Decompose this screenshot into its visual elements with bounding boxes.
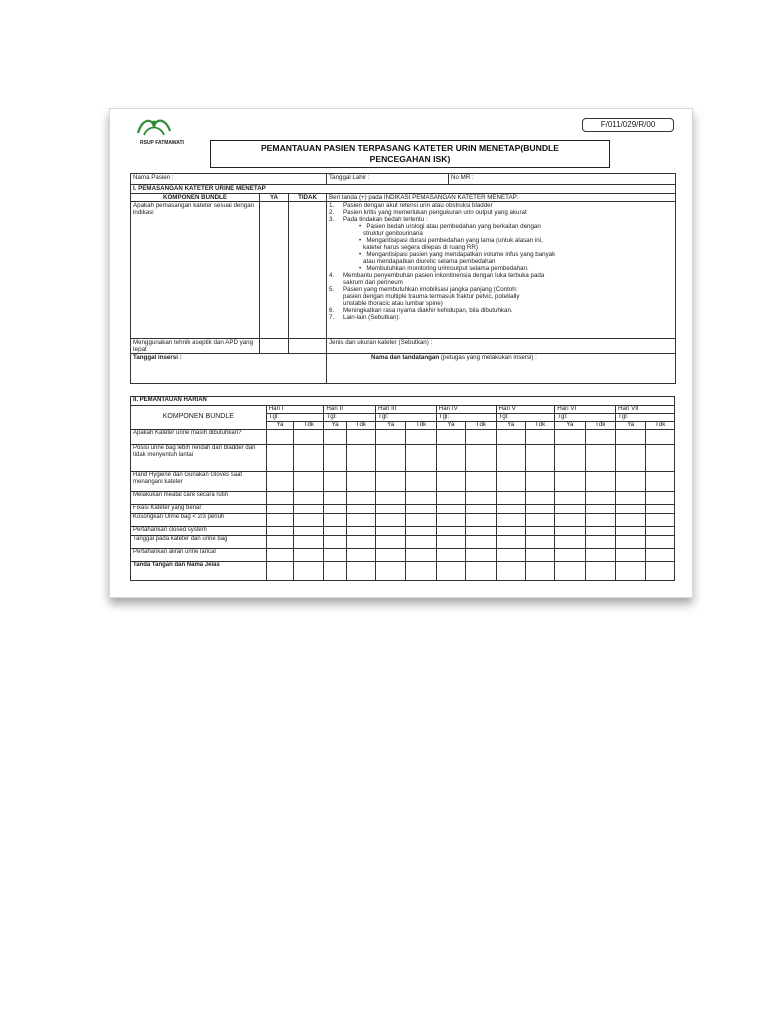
tdk-check-cell[interactable] (406, 549, 436, 562)
ya-check-cell[interactable] (436, 536, 465, 549)
ya-check-cell[interactable] (616, 536, 646, 549)
tdk-check-cell[interactable] (346, 527, 375, 536)
ya-check-cell[interactable] (616, 527, 646, 536)
indication-item[interactable]: 2. Pasien kritis yang memerlukan pengukuran urin output yang akurat (329, 209, 527, 216)
daily-component-header: KOMPONEN BUNDLE (131, 406, 267, 430)
day-5-date-field[interactable]: Tgl: (496, 414, 555, 422)
insertion-date-field[interactable]: Tanggal insersi : (131, 354, 327, 384)
tdk-header: Tdk (525, 422, 554, 430)
monitoring-row (131, 472, 675, 492)
ya-check-cell[interactable] (376, 536, 406, 549)
indication-ya-cell[interactable] (260, 202, 289, 339)
ya-check-cell[interactable] (616, 445, 646, 472)
ya-check-cell[interactable] (555, 549, 585, 562)
day-6-date-field[interactable]: Tgl: (555, 414, 616, 422)
sub-indication-item[interactable]: • Mengantisipasi pasien yang mendapatkan volume infus yang banyak (359, 251, 556, 258)
monitoring-row-label: Posisi urine bag lebih rendah dari bladder dan tidak menyentuh lantai (131, 445, 267, 472)
day-7-date-field[interactable]: Tgl: (616, 414, 675, 422)
tdk-check-cell[interactable] (466, 492, 496, 505)
ya-check-cell[interactable] (496, 445, 525, 472)
ya-check-cell[interactable] (266, 514, 293, 527)
tdk-check-cell[interactable] (525, 505, 554, 514)
tdk-check-cell[interactable] (585, 505, 615, 514)
monitoring-row (131, 505, 675, 514)
col-component-header: KOMPONEN BUNDLE (131, 194, 260, 202)
tdk-check-cell[interactable] (646, 472, 675, 492)
tdk-check-cell[interactable] (646, 549, 675, 562)
instruction-header: Beri tanda (+) pada INDIKASI PEMASANGAN KATETER MENETAP: (327, 194, 676, 202)
tdk-check-cell[interactable] (525, 492, 554, 505)
col-ya-header: YA (260, 194, 289, 202)
leaf-logo-icon (134, 115, 174, 139)
ya-header: Ya (266, 422, 293, 430)
ya-check-cell[interactable] (555, 430, 585, 445)
ya-check-cell[interactable] (555, 505, 585, 514)
day-1-header: Hari I (266, 406, 324, 414)
aseptic-question: Menggunakan tehnik aseptik dan APD yang tepat (131, 339, 260, 354)
ya-check-cell[interactable] (266, 536, 293, 549)
ya-header: Ya (496, 422, 525, 430)
form-sheet (109, 108, 693, 598)
day-5-header: Hari V (496, 406, 555, 414)
tdk-check-cell[interactable] (406, 445, 436, 472)
sub-indication-cont: atau mendapatkan diuretic selama pembedahan (363, 258, 496, 265)
ya-check-cell[interactable] (266, 492, 293, 505)
indication-item[interactable]: 4. Membantu penyembuhan pasien inkontinensia dengan luka terbuka pada (329, 272, 545, 279)
tdk-check-cell[interactable] (646, 430, 675, 445)
ya-check-cell[interactable] (496, 430, 525, 445)
ya-check-cell[interactable] (555, 514, 585, 527)
monitoring-row-label: Kosongkan Urine bag < 2/3 penuh (131, 514, 267, 527)
tdk-check-cell[interactable] (525, 549, 554, 562)
tdk-check-cell[interactable] (406, 514, 436, 527)
sub-indication-cont: struktur genitourinaria (363, 230, 423, 237)
ya-check-cell[interactable] (436, 492, 465, 505)
ya-check-cell[interactable] (324, 505, 346, 514)
tdk-check-cell[interactable] (346, 549, 375, 562)
col-tidak-header: TIDAK (289, 194, 327, 202)
patient-mr-field[interactable]: No MR : (449, 174, 676, 185)
ya-check-cell[interactable] (266, 430, 293, 445)
signature-field[interactable]: Nama dan tandatangan (petugas yang melakukan insersi) : (327, 354, 676, 384)
ya-check-cell[interactable] (555, 562, 585, 581)
tdk-check-cell[interactable] (406, 536, 436, 549)
monitoring-row (131, 514, 675, 527)
ya-check-cell[interactable] (266, 505, 293, 514)
day-1-date-field[interactable]: Tgl: (266, 414, 324, 422)
tdk-check-cell[interactable] (406, 430, 436, 445)
ya-check-cell[interactable] (616, 472, 646, 492)
monitoring-row-label: Fixasi Kateter yang benar (131, 505, 267, 514)
tdk-header: Tdk (294, 422, 324, 430)
ya-check-cell[interactable] (324, 472, 346, 492)
day-4-header: Hari IV (436, 406, 496, 414)
indication-item[interactable]: 6. Meningkatkan rasa nyama diakhir kehidupan, bila dibutuhkan. (329, 307, 513, 314)
indication-item-cont: sakrum dan perineum (343, 279, 403, 286)
tdk-check-cell[interactable] (525, 514, 554, 527)
tdk-check-cell[interactable] (466, 505, 496, 514)
day-3-date-field[interactable]: Tgl: (376, 414, 437, 422)
tdk-check-cell[interactable] (646, 527, 675, 536)
ya-check-cell[interactable] (266, 472, 293, 492)
day-2-header: Hari II (324, 406, 376, 414)
ya-check-cell[interactable] (496, 527, 525, 536)
ya-check-cell[interactable] (266, 562, 293, 581)
tdk-check-cell[interactable] (525, 562, 554, 581)
monitoring-row-label: Apakah Kateter urine masih dibutuhkan? (131, 430, 267, 445)
ya-check-cell[interactable] (376, 445, 406, 472)
ya-check-cell[interactable] (266, 445, 293, 472)
tdk-check-cell[interactable] (294, 472, 324, 492)
tdk-check-cell[interactable] (346, 445, 375, 472)
ya-check-cell[interactable] (496, 514, 525, 527)
section1-title: I. PEMASANGAN KATETER URINE MENETAP (131, 185, 676, 194)
tdk-check-cell[interactable] (646, 492, 675, 505)
ya-check-cell[interactable] (266, 549, 293, 562)
ya-header: Ya (376, 422, 406, 430)
ya-check-cell[interactable] (436, 549, 465, 562)
ya-check-cell[interactable] (436, 430, 465, 445)
ya-header: Ya (436, 422, 465, 430)
ya-check-cell[interactable] (324, 536, 346, 549)
monitoring-row (131, 562, 675, 581)
tdk-check-cell[interactable] (466, 445, 496, 472)
tdk-check-cell[interactable] (585, 472, 615, 492)
ya-check-cell[interactable] (324, 514, 346, 527)
ya-check-cell[interactable] (324, 527, 346, 536)
indication-item[interactable]: 7. Lain-lain (Sebutkan): (329, 314, 401, 321)
insertion-table (130, 173, 676, 384)
ya-check-cell[interactable] (324, 445, 346, 472)
tdk-check-cell[interactable] (525, 445, 554, 472)
tdk-check-cell[interactable] (646, 536, 675, 549)
ya-check-cell[interactable] (555, 536, 585, 549)
tdk-check-cell[interactable] (294, 505, 324, 514)
tdk-check-cell[interactable] (466, 536, 496, 549)
indication-item[interactable]: 3. Pada tindakan bedah tertentu : (329, 216, 428, 223)
tdk-check-cell[interactable] (294, 514, 324, 527)
tdk-check-cell[interactable] (466, 562, 496, 581)
tdk-check-cell[interactable] (346, 536, 375, 549)
ya-check-cell[interactable] (324, 492, 346, 505)
sub-indication-item[interactable]: • Pasien bedah urologi atau pembedahan yang berkaitan dengan (359, 223, 541, 230)
ya-check-cell[interactable] (376, 549, 406, 562)
monitoring-row-label: Pertahankan aliran urine lancar (131, 549, 267, 562)
tdk-check-cell[interactable] (646, 445, 675, 472)
day-6-header: Hari VI (555, 406, 616, 414)
tdk-check-cell[interactable] (466, 549, 496, 562)
ya-check-cell[interactable] (496, 492, 525, 505)
tdk-check-cell[interactable] (294, 549, 324, 562)
day-4-date-field[interactable]: Tgl: (436, 414, 496, 422)
tdk-check-cell[interactable] (646, 562, 675, 581)
tdk-check-cell[interactable] (346, 430, 375, 445)
monitoring-row (131, 527, 675, 536)
indication-item[interactable]: 5. Pasien yang membutuhkan imobilisasi jangka panjang (Contoh: (329, 286, 518, 293)
aseptic-ya-cell[interactable] (260, 339, 289, 354)
title-line-1: PEMANTAUAN PASIEN TERPASANG KATETER URIN MENETAP(BUNDLE (260, 143, 560, 153)
tdk-header: Tdk (585, 422, 615, 430)
tdk-check-cell[interactable] (585, 445, 615, 472)
indication-tidak-cell[interactable] (289, 202, 327, 339)
ya-check-cell[interactable] (616, 430, 646, 445)
ya-check-cell[interactable] (436, 445, 465, 472)
daily-monitoring-table (130, 396, 675, 581)
hospital-logo (126, 115, 186, 147)
aseptic-tidak-cell[interactable] (289, 339, 327, 354)
tdk-check-cell[interactable] (585, 430, 615, 445)
ya-check-cell[interactable] (436, 527, 465, 536)
tdk-check-cell[interactable] (466, 514, 496, 527)
ya-check-cell[interactable] (376, 514, 406, 527)
sub-indication-cont: kateter harus segera dilepas di ruang RR) (363, 244, 478, 251)
ya-header: Ya (616, 422, 646, 430)
ya-check-cell[interactable] (616, 514, 646, 527)
indication-item[interactable]: 1. Pasien dengan akut retensi urin atau obstruksi bladder (329, 202, 493, 209)
tdk-check-cell[interactable] (346, 562, 375, 581)
indication-item-cont: pasien dengan multiple trauma termasuk fraktur pelvic, potetially (343, 293, 520, 300)
tdk-header: Tdk (466, 422, 496, 430)
sub-indication-item[interactable]: • Mengantisipasi durasi pembedahan yang lama (untuk alasan ini, (359, 237, 543, 244)
ya-check-cell[interactable] (496, 472, 525, 492)
ya-check-cell[interactable] (436, 505, 465, 514)
tdk-check-cell[interactable] (585, 536, 615, 549)
ya-check-cell[interactable] (496, 505, 525, 514)
tdk-check-cell[interactable] (646, 514, 675, 527)
indication-question: Apakah pemasangan kateter sesuai dengan indikasi (131, 202, 260, 339)
ya-check-cell[interactable] (324, 430, 346, 445)
tdk-check-cell[interactable] (585, 549, 615, 562)
day-3-header: Hari III (376, 406, 437, 414)
tdk-check-cell[interactable] (466, 430, 496, 445)
catheter-type-field[interactable]: Jenis dan ukuran kateter (Sebutkan) : (327, 339, 676, 354)
day-2-date-field[interactable]: Tgl: (324, 414, 376, 422)
tdk-check-cell[interactable] (585, 562, 615, 581)
tdk-header: Tdk (346, 422, 375, 430)
tdk-check-cell[interactable] (294, 527, 324, 536)
day-7-header: Hari VII (616, 406, 675, 414)
ya-check-cell[interactable] (616, 549, 646, 562)
ya-header: Ya (555, 422, 585, 430)
ya-check-cell[interactable] (376, 505, 406, 514)
section2-title: II. PEMANTAUAN HARIAN (131, 397, 675, 406)
indication-list (327, 202, 676, 339)
ya-check-cell[interactable] (496, 549, 525, 562)
tdk-check-cell[interactable] (346, 492, 375, 505)
ya-check-cell[interactable] (496, 536, 525, 549)
ya-check-cell[interactable] (555, 492, 585, 505)
ya-check-cell[interactable] (376, 492, 406, 505)
ya-check-cell[interactable] (324, 549, 346, 562)
ya-check-cell[interactable] (436, 514, 465, 527)
daily-rows (131, 430, 675, 581)
tdk-check-cell[interactable] (346, 472, 375, 492)
tdk-check-cell[interactable] (585, 514, 615, 527)
monitoring-row (131, 536, 675, 549)
ya-header: Ya (324, 422, 346, 430)
monitoring-row-label: Pertahankan closed system (131, 527, 267, 536)
tdk-check-cell[interactable] (466, 527, 496, 536)
ya-check-cell[interactable] (555, 527, 585, 536)
tdk-check-cell[interactable] (346, 514, 375, 527)
monitoring-row (131, 549, 675, 562)
tdk-check-cell[interactable] (294, 445, 324, 472)
tdk-header: Tdk (646, 422, 675, 430)
form-code: F/011/029/R/00 (582, 118, 674, 132)
ya-check-cell[interactable] (436, 562, 465, 581)
ya-check-cell[interactable] (616, 492, 646, 505)
ya-check-cell[interactable] (436, 472, 465, 492)
tdk-check-cell[interactable] (525, 527, 554, 536)
ya-check-cell[interactable] (376, 562, 406, 581)
tdk-check-cell[interactable] (585, 527, 615, 536)
ya-check-cell[interactable] (616, 505, 646, 514)
monitoring-row-label: Hand Hygiene dan Gunakan Gloves saat menangani kateter (131, 472, 267, 492)
logo-text: RSUP FATMAWATI (140, 140, 184, 146)
tdk-check-cell[interactable] (294, 536, 324, 549)
indication-item-cont: unstable thoracic atau lumbar spine) (343, 300, 443, 307)
tdk-check-cell[interactable] (294, 492, 324, 505)
ya-check-cell[interactable] (555, 445, 585, 472)
tdk-check-cell[interactable] (346, 505, 375, 514)
monitoring-row-label: Tanggal pada kateter dan urine bag (131, 536, 267, 549)
ya-check-cell[interactable] (324, 562, 346, 581)
tdk-check-cell[interactable] (525, 536, 554, 549)
ya-check-cell[interactable] (616, 562, 646, 581)
tdk-check-cell[interactable] (294, 562, 324, 581)
tdk-check-cell[interactable] (466, 472, 496, 492)
tdk-check-cell[interactable] (406, 492, 436, 505)
monitoring-row-label: Melakukan meatal care secara rutin (131, 492, 267, 505)
tdk-check-cell[interactable] (525, 430, 554, 445)
title-line-2: PENCEGAHAN ISK) (369, 154, 451, 164)
monitoring-row (131, 492, 675, 505)
tdk-check-cell[interactable] (406, 562, 436, 581)
tdk-check-cell[interactable] (406, 527, 436, 536)
tdk-check-cell[interactable] (585, 492, 615, 505)
monitoring-row (131, 445, 675, 472)
ya-check-cell[interactable] (376, 527, 406, 536)
form-title (210, 140, 610, 168)
ya-check-cell[interactable] (376, 472, 406, 492)
patient-dob-field[interactable]: Tanggal Lahir : (327, 174, 449, 185)
monitoring-row-label: Tanda Tangan dan Nama Jelas (131, 562, 267, 581)
ya-check-cell[interactable] (496, 562, 525, 581)
tdk-check-cell[interactable] (646, 505, 675, 514)
ya-check-cell[interactable] (555, 472, 585, 492)
tdk-check-cell[interactable] (406, 505, 436, 514)
ya-check-cell[interactable] (376, 430, 406, 445)
tdk-check-cell[interactable] (525, 472, 554, 492)
sub-indication-item[interactable]: • Membutuhkan monitoring urinroutput selama pembedahan. (359, 265, 529, 272)
ya-check-cell[interactable] (266, 527, 293, 536)
tdk-check-cell[interactable] (294, 430, 324, 445)
tdk-check-cell[interactable] (406, 472, 436, 492)
tdk-header: Tdk (406, 422, 436, 430)
patient-name-field[interactable]: Nama Pasien : (131, 174, 327, 185)
monitoring-row (131, 430, 675, 445)
